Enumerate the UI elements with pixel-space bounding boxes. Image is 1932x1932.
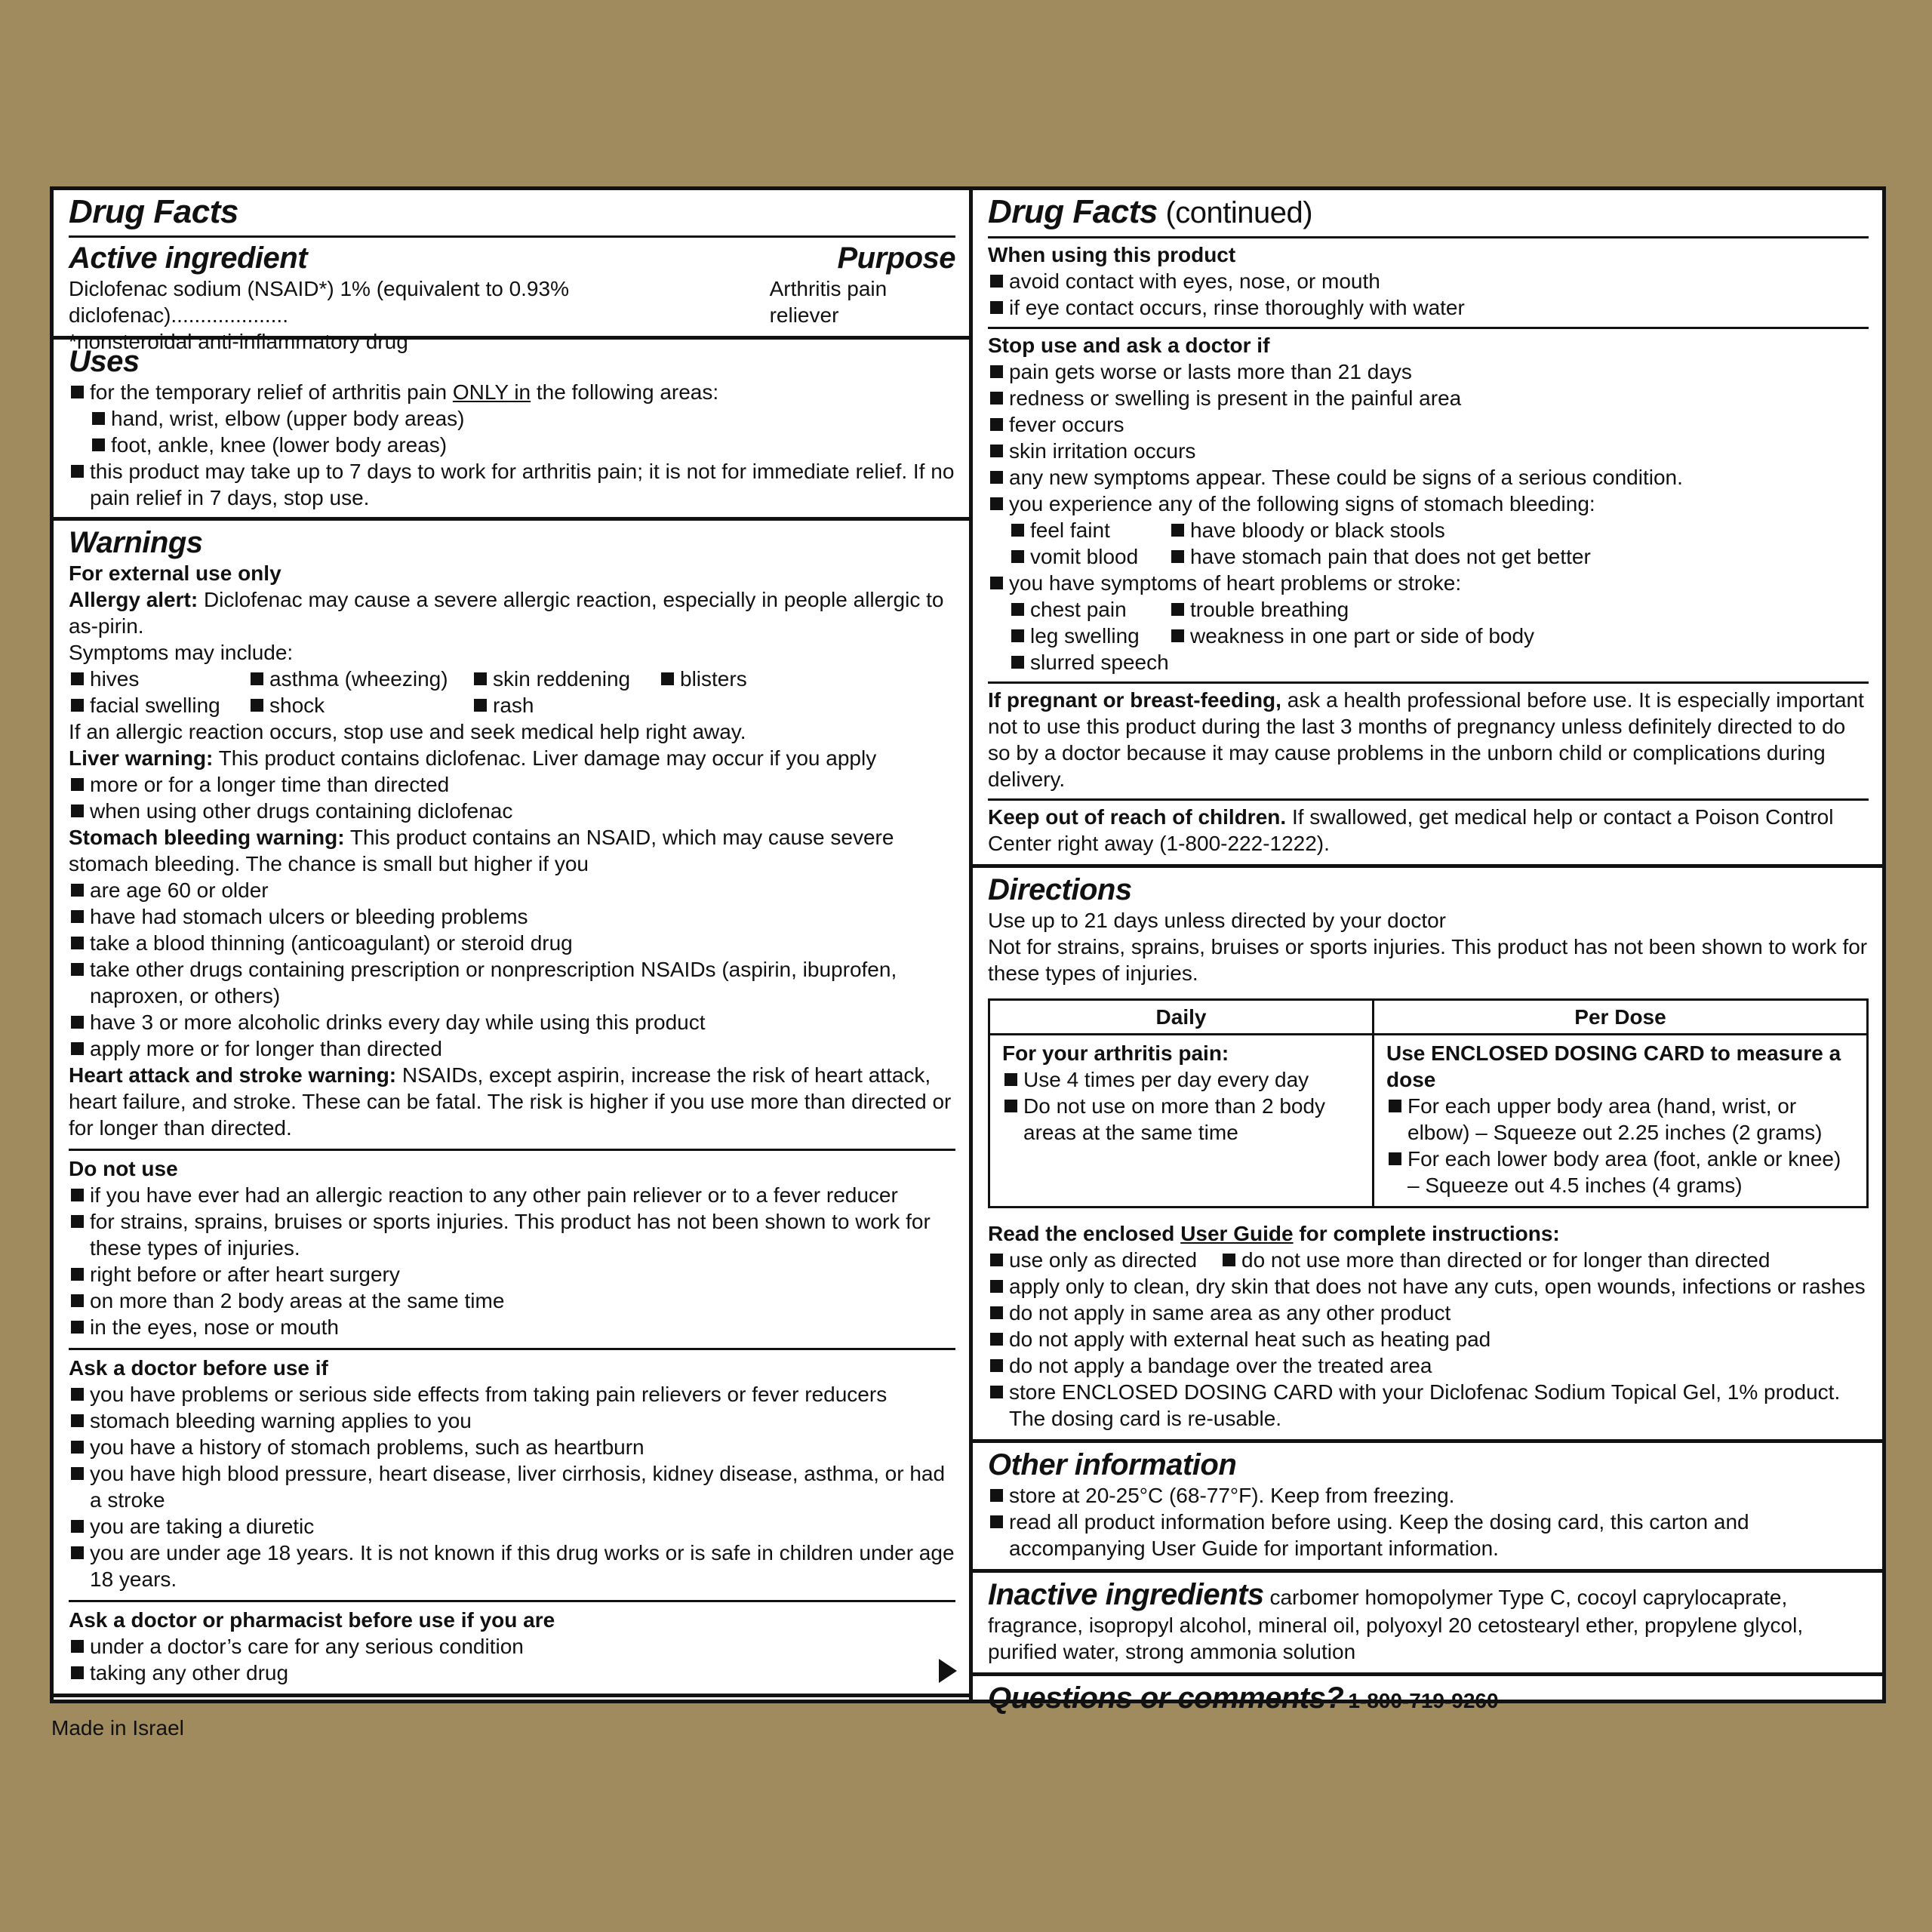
list-item: more or for a longer time than directed bbox=[69, 771, 955, 798]
list-item: you have a history of stomach problems, such as heartburn bbox=[69, 1434, 955, 1460]
list-item: apply more or for longer than directed bbox=[69, 1035, 955, 1062]
made-in-text: Made in Israel bbox=[51, 1716, 184, 1740]
list-item: use only as directed bbox=[988, 1247, 1220, 1273]
pregnant-warning: If pregnant or breast-feeding, ask a health professional before use. It is especially important not to use this product during the last 3 months of pregnancy unless definitely directed to do so by a doctor because it may cause problems in the unborn child or complications during delivery. bbox=[988, 688, 1864, 791]
symptoms-grid bbox=[69, 666, 955, 718]
list-item: skin irritation occurs bbox=[988, 438, 1869, 464]
active-ingredient-heading: Active ingredient bbox=[69, 242, 308, 275]
list-item: under a doctor’s care for any serious condition bbox=[69, 1633, 955, 1660]
when-using-heading: When using this product bbox=[988, 243, 1236, 266]
list-item: vomit blood bbox=[1009, 543, 1169, 570]
list-item: weakness in one part or side of body bbox=[1169, 623, 1869, 649]
list-item: chest pain bbox=[1009, 596, 1169, 623]
allergy-after: If an allergic reaction occurs, stop use and seek medical help right away. bbox=[69, 720, 746, 743]
directions-section bbox=[973, 868, 1882, 1443]
drug-facts-title: Drug Facts bbox=[69, 193, 238, 230]
list-item: have stomach pain that does not get better bbox=[1169, 543, 1869, 570]
ask-pharmacist-heading: Ask a doctor or pharmacist before use if you are bbox=[69, 1608, 555, 1632]
list-item: for the temporary relief of arthritis pain ONLY in the following areas: bbox=[69, 379, 955, 405]
list-item: right before or after heart surgery bbox=[69, 1261, 955, 1287]
purpose-heading: Purpose bbox=[837, 242, 955, 275]
allergy-alert: Allergy alert: Diclofenac may cause a severe allergic reaction, especially in people allergic to as-pirin. bbox=[69, 588, 944, 638]
stop-use-heading: Stop use and ask a doctor if bbox=[988, 334, 1270, 357]
list-item: hives bbox=[69, 666, 248, 692]
drug-facts-right-panel bbox=[969, 186, 1886, 1715]
list-item: read all product information before using. Keep the dosing card, this carton and accompanying User Guide for important information. bbox=[988, 1509, 1869, 1561]
questions-line: Questions or comments? 1-800-719-9260 bbox=[988, 1681, 1499, 1715]
do-not-use-heading: Do not use bbox=[69, 1157, 178, 1180]
list-item: do not apply a bandage over the treated area bbox=[988, 1352, 1869, 1379]
list-item: redness or swelling is present in the painful area bbox=[988, 385, 1869, 411]
continue-arrow-icon bbox=[939, 1659, 957, 1683]
dosing-table bbox=[988, 998, 1869, 1208]
list-item: this product may take up to 7 days to work for arthritis pain; it is not for immediate relief. If no pain relief in 7 days, stop use. bbox=[69, 458, 955, 511]
inactive-ingredients-section bbox=[973, 1573, 1882, 1676]
list-item: do not use more than directed or for longer than directed bbox=[1220, 1247, 1869, 1273]
list-item: shock bbox=[248, 692, 472, 718]
list-item: store ENCLOSED DOSING CARD with your Diclofenac Sodium Topical Gel, 1% product. The dosing card is re-usable. bbox=[988, 1379, 1869, 1432]
list-item: avoid contact with eyes, nose, or mouth bbox=[988, 268, 1869, 294]
list-item: rash bbox=[472, 692, 659, 718]
table-header-per-dose: Per Dose bbox=[1374, 1000, 1868, 1035]
list-item: facial swelling bbox=[69, 692, 248, 718]
uses-heading: Uses bbox=[69, 345, 140, 378]
list-item: you are taking a diuretic bbox=[69, 1513, 955, 1540]
list-item: you experience any of the following signs of stomach bleeding: bbox=[988, 491, 1869, 517]
heart-signs-grid bbox=[1009, 596, 1869, 675]
list-item: Use 4 times per day every day bbox=[1002, 1066, 1363, 1093]
stomach-warning: Stomach bleeding warning: This product contains an NSAID, which may cause severe stomach bleeding. The chance is small but higher if you bbox=[69, 826, 894, 875]
list-item: feel faint bbox=[1009, 517, 1169, 543]
nsaid-note: *nonsteroidal anti-inflammatory drug bbox=[69, 330, 408, 353]
list-item: if eye contact occurs, rinse thoroughly with water bbox=[988, 294, 1869, 321]
drug-facts-continued-title: Drug Facts (continued) bbox=[988, 193, 1313, 230]
list-item: you are under age 18 years. It is not known if this drug works or is safe in children under age 18 years. bbox=[69, 1540, 955, 1592]
ask-doctor-heading: Ask a doctor before use if bbox=[69, 1356, 328, 1380]
warnings-heading: Warnings bbox=[69, 526, 203, 559]
list-item: when using other drugs containing diclofenac bbox=[69, 798, 955, 824]
list-item: slurred speech bbox=[1009, 649, 1169, 675]
active-ingredient-text: Diclofenac sodium (NSAID*) 1% (equivalent to 0.93% diclofenac).................... bbox=[69, 277, 569, 327]
inactive-ingredients-text: Inactive ingredients carbomer homopolymer Type C, cocoyl caprylocaprate, fragrance, isopropyl alcohol, mineral oil, polyoxyl 20 cetostearyl ether, propylene glycol, purified water, strong ammonia solution bbox=[988, 1578, 1804, 1663]
list-item: pain gets worse or lasts more than 21 days bbox=[988, 358, 1869, 385]
keep-out-warning: Keep out of reach of children. If swallowed, get medical help or contact a Poison Control Center right away (1-800-222-1222). bbox=[988, 805, 1834, 855]
list-item: foot, ankle, knee (lower body areas) bbox=[90, 432, 955, 458]
table-cell-per-dose: Use ENCLOSED DOSING CARD to measure a dose For each upper body area (hand, wrist, or elbow) – Squeeze out 2.25 inches (2 grams) For each lower body area (foot, ankle or knee) – Squeeze out 4.5 inches (4 grams) bbox=[1374, 1035, 1868, 1208]
list-item: trouble breathing bbox=[1169, 596, 1869, 623]
list-item: have had stomach ulcers or bleeding problems bbox=[69, 903, 955, 930]
list-item: fever occurs bbox=[988, 411, 1869, 438]
list-item: taking any other drug bbox=[69, 1660, 955, 1686]
list-item: skin reddening bbox=[472, 666, 659, 692]
bleeding-signs-grid bbox=[1009, 517, 1869, 570]
external-use-text: For external use only bbox=[69, 561, 281, 585]
table-cell-daily: For your arthritis pain: Use 4 times per day every day Do not use on more than 2 body areas at the same time bbox=[989, 1035, 1374, 1208]
directions-line-1: Use up to 21 days unless directed by your doctor bbox=[988, 909, 1447, 932]
list-item: hand, wrist, elbow (upper body areas) bbox=[90, 405, 955, 432]
list-item: are age 60 or older bbox=[69, 877, 955, 903]
list-item: in the eyes, nose or mouth bbox=[69, 1314, 955, 1340]
heart-warning: Heart attack and stroke warning: NSAIDs, except aspirin, increase the risk of heart attack, heart failure, and stroke. These can be fatal. The risk is higher if you use more than directed or for longer than directed. bbox=[69, 1063, 952, 1140]
list-item: Do not use on more than 2 body areas at the same time bbox=[1002, 1093, 1363, 1146]
list-item: have bloody or black stools bbox=[1169, 517, 1869, 543]
list-item: you have high blood pressure, heart disease, liver cirrhosis, kidney disease, asthma, or had a stroke bbox=[69, 1460, 955, 1513]
continued-section bbox=[973, 190, 1882, 868]
list-item: on more than 2 body areas at the same time bbox=[69, 1287, 955, 1314]
list-item: For each upper body area (hand, wrist, or elbow) – Squeeze out 2.25 inches (2 grams) bbox=[1386, 1093, 1857, 1146]
list-item: have 3 or more alcoholic drinks every day while using this product bbox=[69, 1009, 955, 1035]
list-item: stomach bleeding warning applies to you bbox=[69, 1407, 955, 1434]
table-header-daily: Daily bbox=[989, 1000, 1374, 1035]
drug-facts-left-panel bbox=[50, 186, 973, 1703]
purpose-text: Arthritis pain reliever bbox=[769, 277, 888, 327]
directions-heading: Directions bbox=[988, 873, 1132, 906]
list-item: take a blood thinning (anticoagulant) or steroid drug bbox=[69, 930, 955, 956]
list-item: do not apply in same area as any other product bbox=[988, 1300, 1869, 1326]
active-ingredient-section bbox=[54, 190, 969, 353]
other-information-heading: Other information bbox=[988, 1448, 1237, 1481]
list-item: store at 20-25°C (68-77°F). Keep from freezing. bbox=[988, 1482, 1869, 1509]
directions-first-row bbox=[988, 1247, 1869, 1273]
list-item: you have problems or serious side effects from taking pain relievers or fever reducers bbox=[69, 1381, 955, 1407]
directions-line-2: Not for strains, sprains, bruises or sports injuries. This product has not been shown to work for these types of injuries. bbox=[988, 935, 1868, 985]
list-item: if you have ever had an allergic reaction to any other pain reliever or to a fever reducer bbox=[69, 1182, 955, 1208]
read-user-guide: Read the enclosed User Guide for complete instructions: bbox=[988, 1222, 1560, 1245]
symptoms-intro: Symptoms may include: bbox=[69, 641, 294, 664]
liver-warning: Liver warning: This product contains diclofenac. Liver damage may occur if you apply bbox=[69, 746, 877, 770]
warnings-section bbox=[54, 521, 969, 1697]
other-information-section bbox=[973, 1443, 1882, 1573]
list-item: blisters bbox=[659, 666, 955, 692]
list-item: leg swelling bbox=[1009, 623, 1169, 649]
list-item: For each lower body area (foot, ankle or knee) – Squeeze out 4.5 inches (4 grams) bbox=[1386, 1146, 1857, 1198]
questions-section bbox=[973, 1676, 1882, 1720]
list-item: you have symptoms of heart problems or stroke: bbox=[988, 570, 1869, 596]
list-item: take other drugs containing prescription or nonprescription NSAIDs (aspirin, ibuprofen, naproxen, or others) bbox=[69, 956, 955, 1009]
list-item: asthma (wheezing) bbox=[248, 666, 472, 692]
list-item: do not apply with external heat such as heating pad bbox=[988, 1326, 1869, 1352]
list-item: apply only to clean, dry skin that does not have any cuts, open wounds, infections or rashes bbox=[988, 1273, 1869, 1300]
list-item: any new symptoms appear. These could be signs of a serious condition. bbox=[988, 464, 1869, 491]
uses-section bbox=[54, 340, 969, 521]
list-item: for strains, sprains, bruises or sports injuries. This product has not been shown to work for these types of injuries. bbox=[69, 1208, 955, 1261]
